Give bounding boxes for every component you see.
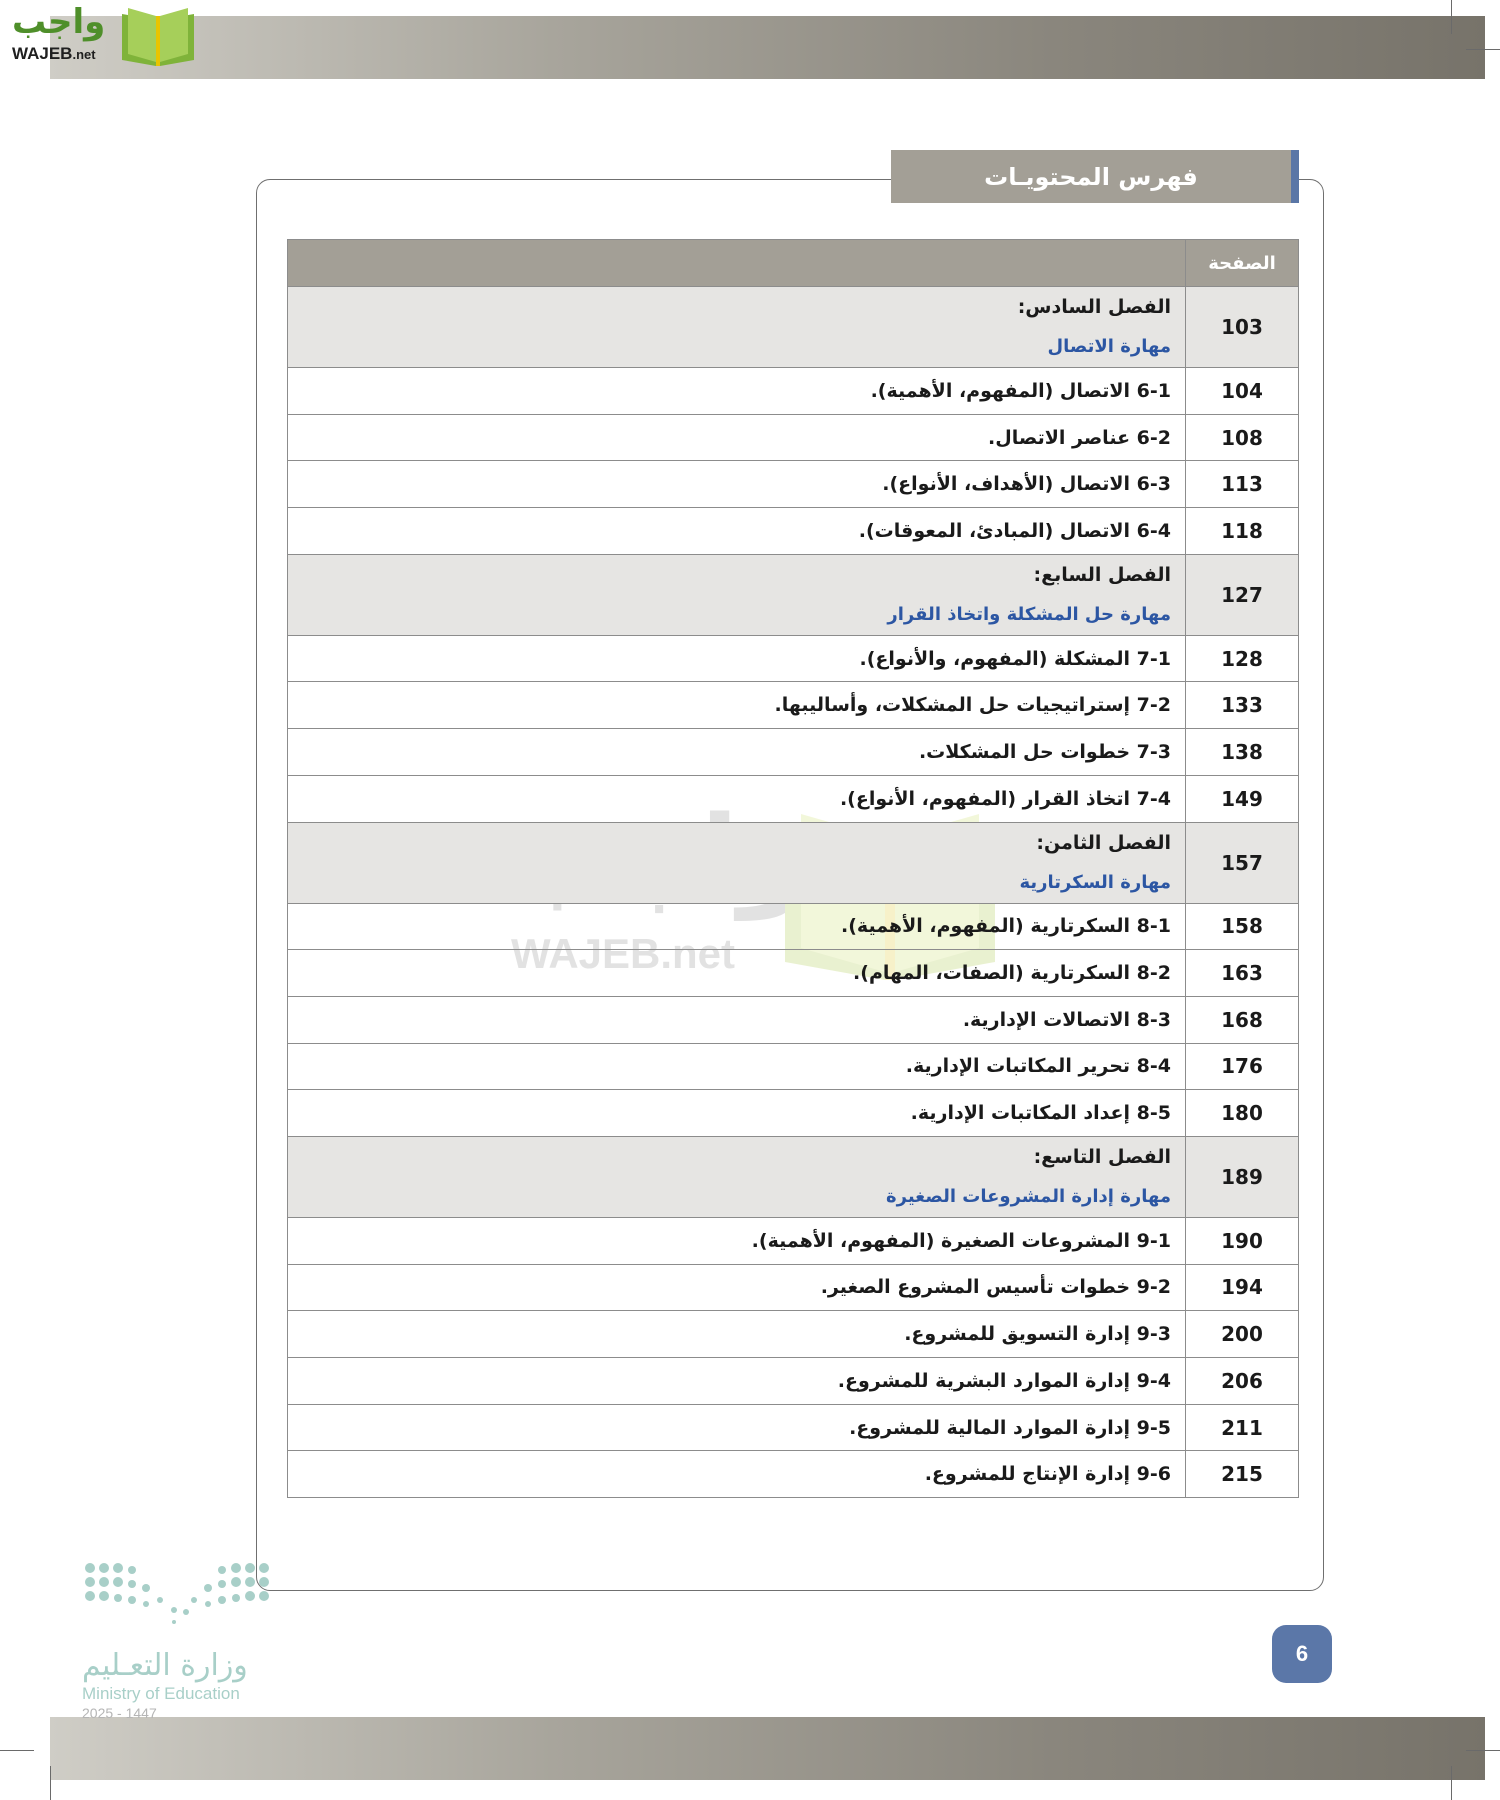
chapter-subtitle-link[interactable]: مهارة حل المشكلة واتخاذ القرار xyxy=(887,603,1171,625)
toc-entry-text: 7-2 إستراتيجيات حل المشكلات، وأساليبها. xyxy=(288,682,1186,729)
ministry-arabic: وزارة التعـليم xyxy=(82,1648,248,1683)
toc-body xyxy=(288,287,1299,1498)
chapter-heading xyxy=(288,1136,1186,1217)
page-number: 108 xyxy=(1186,414,1299,461)
crop-mark xyxy=(1466,49,1500,50)
ministry-logo xyxy=(82,1560,282,1720)
book-icon xyxy=(118,6,198,68)
page-number: 189 xyxy=(1186,1136,1299,1217)
toc-row[interactable] xyxy=(288,635,1299,682)
page-column-header: الصفحة xyxy=(1186,240,1299,287)
wajeb-logo[interactable] xyxy=(10,2,190,66)
chapter-row[interactable] xyxy=(288,554,1299,635)
toc-row[interactable] xyxy=(288,950,1299,997)
toc-row[interactable] xyxy=(288,461,1299,508)
toc-entry-text: 8-2 السكرتارية (الصفات، المهام). xyxy=(288,950,1186,997)
page-title: فهرس المحتويـات xyxy=(891,150,1299,203)
page-number: 211 xyxy=(1186,1404,1299,1451)
page-number: 113 xyxy=(1186,461,1299,508)
toc-row[interactable] xyxy=(288,1358,1299,1405)
toc-entry-text: 6-2 عناصر الاتصال. xyxy=(288,414,1186,461)
chapter-subtitle-link[interactable]: مهارة إدارة المشروعات الصغيرة xyxy=(886,1185,1171,1207)
page-number: 180 xyxy=(1186,1090,1299,1137)
page-number: 194 xyxy=(1186,1264,1299,1311)
ministry-english: Ministry of Education xyxy=(82,1684,240,1703)
toc-row[interactable] xyxy=(288,1090,1299,1137)
toc-header-row xyxy=(288,240,1299,287)
watermark-english: WAJEB.net xyxy=(511,930,736,977)
ministry-year: 2025 - 1447 xyxy=(82,1705,157,1721)
toc-row[interactable] xyxy=(288,1451,1299,1498)
page-number: 138 xyxy=(1186,729,1299,776)
top-band xyxy=(50,16,1485,79)
page-number: 168 xyxy=(1186,996,1299,1043)
toc-entry-text: 8-5 إعداد المكاتبات الإدارية. xyxy=(288,1090,1186,1137)
chapter-heading xyxy=(288,287,1186,368)
toc-row[interactable] xyxy=(288,903,1299,950)
page-number: 127 xyxy=(1186,554,1299,635)
toc-row[interactable] xyxy=(288,414,1299,461)
page-number: 158 xyxy=(1186,903,1299,950)
chapter-title: الفصل السادس: xyxy=(1017,296,1171,318)
toc-row[interactable] xyxy=(288,1264,1299,1311)
chapter-subtitle-link[interactable]: مهارة الاتصال xyxy=(1047,336,1171,357)
chapter-row[interactable] xyxy=(288,1136,1299,1217)
page-number: 190 xyxy=(1186,1217,1299,1264)
crop-mark xyxy=(1451,1766,1452,1800)
page-number: 157 xyxy=(1186,822,1299,903)
toc-entry-text: 9-5 إدارة الموارد المالية للمشروع. xyxy=(288,1404,1186,1451)
page-number: 149 xyxy=(1186,775,1299,822)
crop-mark xyxy=(50,1766,51,1800)
topic-column-header xyxy=(288,240,1186,287)
page-number: 206 xyxy=(1186,1358,1299,1405)
page-number: 128 xyxy=(1186,635,1299,682)
page-number: 104 xyxy=(1186,368,1299,415)
logo-arabic: واجب xyxy=(12,2,106,42)
toc-entry-text: 9-2 خطوات تأسيس المشروع الصغير. xyxy=(288,1264,1186,1311)
toc-entry-text: 9-4 إدارة الموارد البشرية للمشروع. xyxy=(288,1358,1186,1405)
page-number: 176 xyxy=(1186,1043,1299,1090)
toc-row[interactable] xyxy=(288,775,1299,822)
toc-table xyxy=(287,239,1299,1498)
chapter-heading xyxy=(288,822,1186,903)
toc-row[interactable] xyxy=(288,1404,1299,1451)
toc-entry-text: 8-3 الاتصالات الإدارية. xyxy=(288,996,1186,1043)
page-number: 118 xyxy=(1186,508,1299,555)
chapter-subtitle-link[interactable]: مهارة السكرتارية xyxy=(1019,871,1171,893)
toc-entry-text: 7-1 المشكلة (المفهوم، والأنواع). xyxy=(288,635,1186,682)
chapter-heading xyxy=(288,554,1186,635)
toc-entry-text: 9-3 إدارة التسويق للمشروع. xyxy=(288,1311,1186,1358)
toc-row[interactable] xyxy=(288,996,1299,1043)
toc-row[interactable] xyxy=(288,682,1299,729)
chapter-title: الفصل السابع: xyxy=(1033,563,1171,586)
chapter-row[interactable] xyxy=(288,822,1299,903)
logo-english: WAJEB.net xyxy=(12,44,96,63)
ministry-dots-icon xyxy=(82,1560,272,1630)
page-number: 103 xyxy=(1186,287,1299,368)
toc-entry-text: 9-1 المشروعات الصغيرة (المفهوم، الأهمية). xyxy=(288,1217,1186,1264)
chapter-title: الفصل التاسع: xyxy=(1033,1145,1171,1168)
toc-entry-text: 8-1 السكرتارية (المفهوم، الأهمية). xyxy=(288,903,1186,950)
page-number-badge: 6 xyxy=(1272,1625,1332,1683)
toc-entry-text: 6-3 الاتصال (الأهداف، الأنواع). xyxy=(288,461,1186,508)
toc-row[interactable] xyxy=(288,729,1299,776)
toc-entry-text: 8-4 تحرير المكاتبات الإدارية. xyxy=(288,1043,1186,1090)
page-number: 163 xyxy=(1186,950,1299,997)
toc-row[interactable] xyxy=(288,368,1299,415)
toc-row[interactable] xyxy=(288,1043,1299,1090)
page-number: 215 xyxy=(1186,1451,1299,1498)
crop-mark xyxy=(1466,1750,1500,1751)
chapter-row[interactable] xyxy=(288,287,1299,368)
toc-entry-text: 6-1 الاتصال (المفهوم، الأهمية). xyxy=(288,368,1186,415)
bottom-band xyxy=(50,1717,1485,1780)
chapter-title: الفصل الثامن: xyxy=(1036,831,1171,854)
toc-row[interactable] xyxy=(288,1311,1299,1358)
toc-row[interactable] xyxy=(288,1217,1299,1264)
toc-row[interactable] xyxy=(288,508,1299,555)
crop-mark xyxy=(1451,0,1452,34)
crop-mark xyxy=(0,1750,34,1751)
toc-entry-text: 7-3 خطوات حل المشكلات. xyxy=(288,729,1186,776)
page-number: 133 xyxy=(1186,682,1299,729)
toc-entry-text: 7-4 اتخاذ القرار (المفهوم، الأنواع). xyxy=(288,775,1186,822)
toc-entry-text: 9-6 إدارة الإنتاج للمشروع. xyxy=(288,1451,1186,1498)
page-number: 200 xyxy=(1186,1311,1299,1358)
toc-entry-text: 6-4 الاتصال (المبادئ، المعوقات). xyxy=(288,508,1186,555)
